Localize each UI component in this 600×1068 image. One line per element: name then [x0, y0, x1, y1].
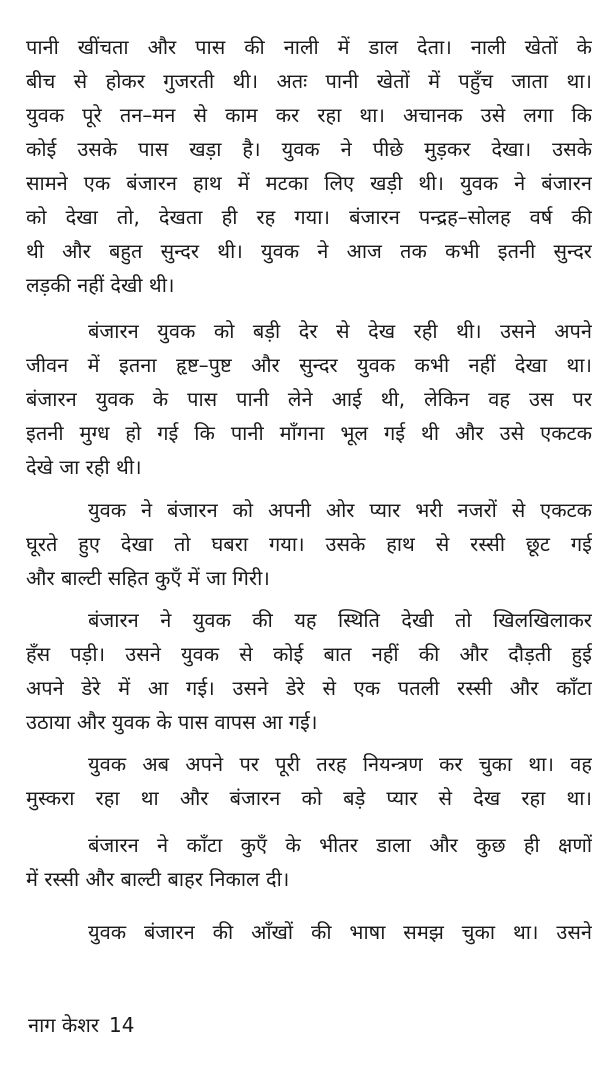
- text-line: युवक पूरे तन–मन से काम कर रहा था। अचानक उसे लगा कि: [26, 103, 592, 127]
- page-number: 14: [109, 1013, 135, 1037]
- paragraph-5: [26, 747, 592, 815]
- book-title: नाग केशर: [28, 1013, 100, 1037]
- text-line: बंजारन ने युवक की यह स्थिति देखी तो खिलखिलाकर: [88, 608, 592, 632]
- text-line: उठाया और युवक के पास वापस आ गई।: [26, 710, 318, 734]
- paragraph-4: [26, 603, 592, 739]
- text-line: हँस पड़ी। उसने युवक से कोई बात नहीं की और दौड़ती हुई: [26, 642, 592, 666]
- text-line: देखे जा रही थी।: [26, 455, 142, 479]
- text-line: युवक बंजारन की आँखों की भाषा समझ चुका था। उसने: [88, 920, 592, 944]
- text-line: को देखा तो, देखता ही रह गया। बंजारन पन्द्रह–सोलह वर्ष की: [26, 205, 592, 229]
- text-line: मुस्करा रहा था और बंजारन को बड़े प्यार से देख रहा था।: [26, 786, 592, 810]
- paragraph-6: [26, 828, 592, 896]
- paragraph-1: [26, 30, 592, 302]
- text-line: में रस्सी और बाल्टी बाहर निकाल दी।: [26, 867, 290, 891]
- text-line: पानी खींचता और पास की नाली में डाल देता। नाली खेतों के: [26, 35, 592, 59]
- text-line: और बाल्टी सहित कुएँ में जा गिरी।: [26, 566, 270, 590]
- text-line: सामने एक बंजारन हाथ में मटका लिए खड़ी थी। युवक ने बंजारन: [26, 171, 592, 195]
- text-line: घूरते हुए देखा तो घबरा गया। उसके हाथ से रस्सी छूट गई: [26, 532, 592, 556]
- text-line: अपने डेरे में आ गई। उसने डेरे से एक पतली रस्सी और काँटा: [26, 676, 592, 700]
- page-footer: [28, 1010, 135, 1040]
- text-line: बंजारन युवक के पास पानी लेने आई थी, लेकिन वह उस पर: [26, 387, 592, 411]
- text-line: जीवन में इतना हृष्ट–पुष्ट और सुन्दर युवक कभी नहीं देखा था।: [26, 353, 592, 377]
- text-line: लड़की नहीं देखी थी।: [26, 273, 175, 297]
- text-line: कोई उसके पास खड़ा है। युवक ने पीछे मुड़कर देखा। उसके: [26, 137, 592, 161]
- text-line: बंजारन युवक को बड़ी देर से देख रही थी। उसने अपने: [88, 319, 592, 343]
- paragraph-3: [26, 493, 592, 595]
- text-line: बंजारन ने काँटा कुएँ के भीतर डाला और कुछ ही क्षणों: [88, 833, 592, 857]
- text-line: इतनी मुग्ध हो गई कि पानी माँगना भूल गई थी और उसे एकटक: [26, 421, 592, 445]
- text-line: युवक अब अपने पर पूरी तरह नियन्त्रण कर चुका था। वह: [88, 752, 592, 776]
- paragraph-7: [26, 915, 592, 949]
- text-line: थी और बहुत सुन्दर थी। युवक ने आज तक कभी इतनी सुन्दर: [26, 239, 592, 263]
- text-line: युवक ने बंजारन को अपनी ओर प्यार भरी नजरों से एकटक: [88, 498, 592, 522]
- paragraph-2: [26, 314, 592, 484]
- text-line: बीच से होकर गुजरती थी। अतः पानी खेतों में पहुँच जाता था।: [26, 69, 592, 93]
